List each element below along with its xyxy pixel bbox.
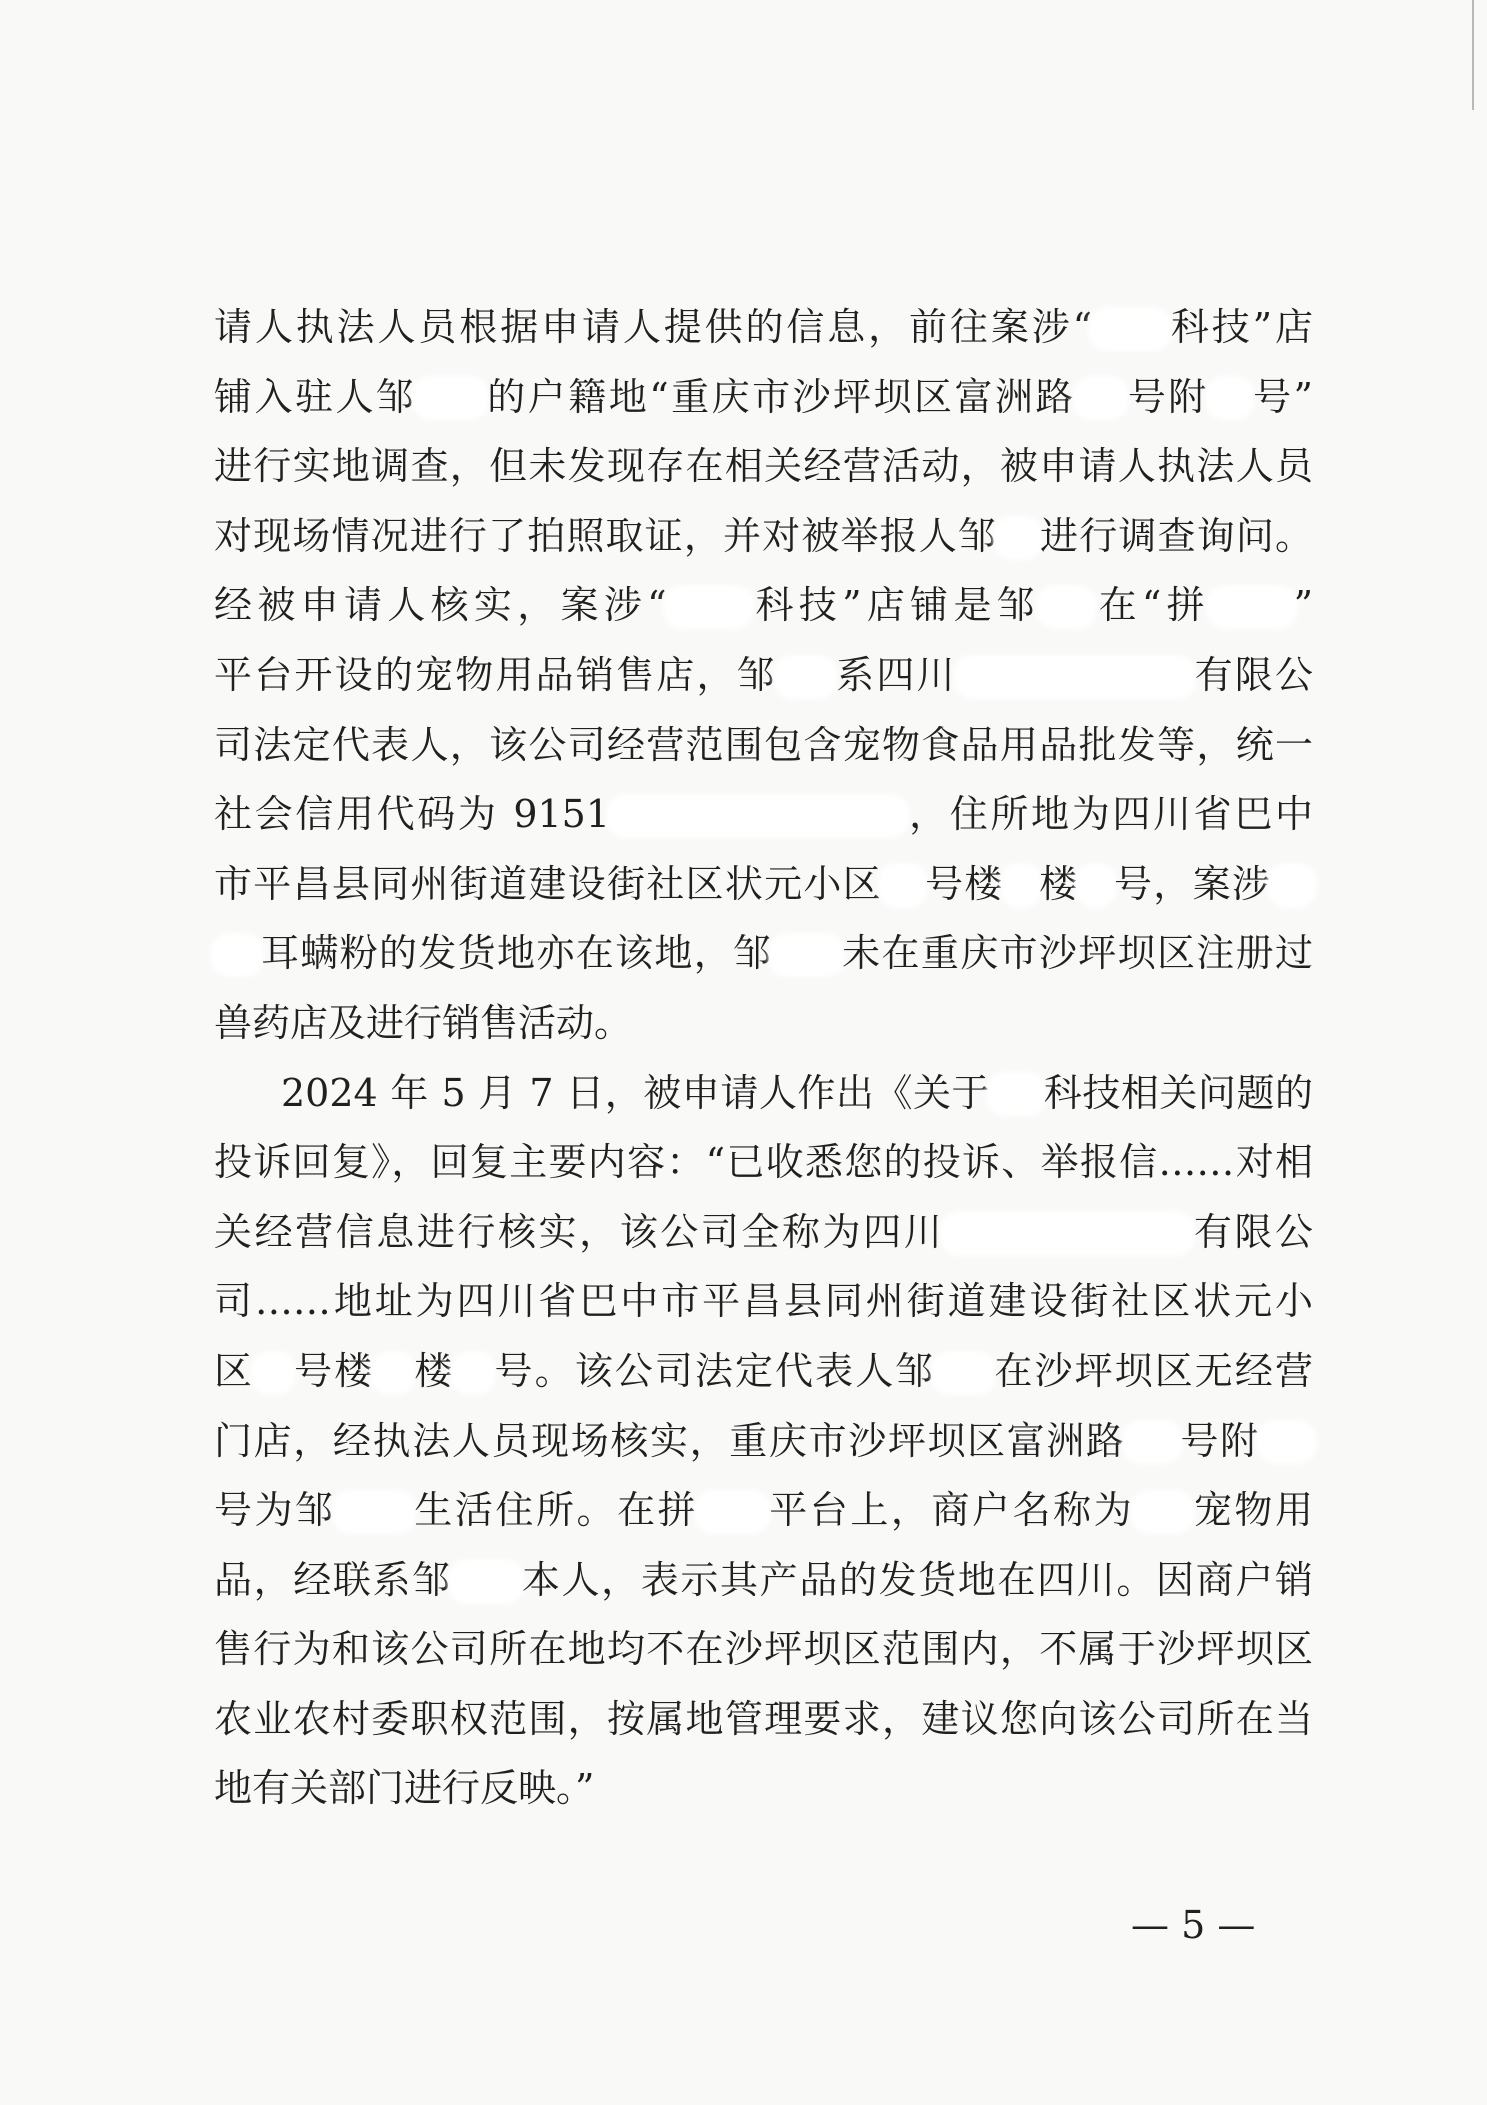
text-line [214,432,1313,502]
redaction-mark [777,659,834,695]
line-text: ，住所地为四川省巴中 [906,792,1313,837]
line-text: 平台上，商户名称为 [766,1488,1135,1533]
text-line [214,1337,1313,1407]
line-text: 科技”店 [1168,305,1313,349]
line-text: 经被申请人核实，案涉“ [214,583,667,628]
text-line [214,363,1313,433]
text-line [214,711,1313,781]
text-line [214,641,1313,711]
line-text: 对现场情况进行了拍照取证，并对被举报人邹 [214,513,998,558]
line-text: 进行调查询问。 [1038,513,1313,558]
redaction-mark [935,1355,992,1391]
line-text: 生活住所。在拼 [411,1488,699,1533]
line-text: 耳螨粉的发货地亦在该地，邹 [259,931,773,976]
redaction-mark [698,1494,766,1530]
redaction-mark [214,937,260,973]
body-text [214,293,1313,1824]
line-text: 在“拼 [1093,583,1210,628]
line-text: 科技相关问题的 [1043,1070,1313,1115]
line-text: 的户籍地“重庆市沙坪坝区富洲路 [484,374,1076,419]
line-text: 农业农村委职权范围，按属地管理要求，建议您向该公司所在当 [214,1696,1313,1741]
line-text: 区 [214,1348,255,1393]
line-text: 司法定代表人，该公司经营范围包含宠物食品用品批发等，统一 [214,722,1313,767]
text-line [214,1267,1313,1337]
text-line [214,1128,1313,1198]
line-text: 有限公 [1192,652,1313,697]
line-text: 号楼 [923,861,1004,906]
text-line [214,1059,1313,1129]
line-text: 号” [1250,374,1313,419]
line-text: 号，案涉 [1112,861,1272,906]
line-text: ” [1293,583,1313,628]
redaction-mark [944,1215,1191,1251]
redaction-mark [1092,311,1168,347]
redaction-mark [990,1076,1043,1112]
redaction-mark [1209,380,1251,416]
line-text: 楼 [412,1348,455,1393]
scan-edge-line [1472,0,1474,110]
text-line [214,502,1313,572]
line-text: 社会信用代码为 9151 [214,792,611,837]
text-line [214,571,1313,641]
redaction-mark [336,1494,412,1530]
text-line [214,1546,1313,1616]
line-text: 投诉回复》，回复主要内容：“已收悉您的投诉、举报信……对相 [214,1140,1313,1185]
line-text: 号楼 [292,1348,375,1393]
redaction-mark [374,1355,412,1391]
line-text: 2024 年 5 月 7 日，被申请人作出《关于 [281,1070,991,1115]
redaction-mark [1040,589,1093,625]
redaction-mark [1210,589,1294,625]
line-text: 关经营信息进行核实，该公司全称为四川 [214,1209,945,1254]
line-text: 科技”店铺是邹 [750,583,1041,628]
redaction-mark [1134,1494,1191,1530]
text-line [214,780,1313,850]
line-text: 请人执法人员根据申请人提供的信息，前往案涉“ [214,305,1093,349]
text-line [214,1198,1313,1268]
paragraph [214,1059,1313,1825]
line-text: 号附 [1125,374,1209,419]
redaction-mark [416,380,484,416]
line-text: 品，经联系邹 [214,1557,452,1602]
redaction-mark [1004,867,1038,903]
text-line [214,1476,1313,1546]
text-line [214,850,1313,920]
redaction-mark [882,867,924,903]
line-text: 号附 [1178,1418,1260,1463]
line-text: 售行为和该公司所在地均不在沙坪坝区范围内，不属于沙坪坝区 [214,1627,1313,1672]
line-text: 司……地址为四川省巴中市平昌县同州街道建设街社区状元小 [214,1279,1313,1324]
text-line [214,1754,1313,1824]
line-text: 门店，经执法人员现场核实，重庆市沙坪坝区富洲路 [214,1418,1126,1463]
line-text: 楼 [1037,861,1079,906]
line-text: 地有关部门进行反映。” [214,1766,595,1811]
redaction-mark [452,1563,520,1599]
text-line [214,1407,1313,1477]
text-line [214,919,1313,989]
redaction-mark [1271,867,1313,903]
line-text: 系四川 [833,652,957,697]
text-line [214,1685,1313,1755]
line-text: 未在重庆市沙坪坝区注册过 [840,931,1313,976]
line-text: 号为邹 [214,1488,336,1533]
redaction-mark [610,798,906,834]
line-text: 平台开设的宠物用品销售店，邹 [214,652,777,697]
line-text: 号。该公司法定代表人邹 [492,1348,936,1393]
line-text: 市平昌县同州街道建设街社区状元小区 [214,861,883,906]
paragraph [214,293,1313,1059]
line-text: 在沙坪坝区无经营 [992,1348,1313,1393]
text-line [214,1615,1313,1685]
redaction-mark [454,1355,492,1391]
redaction-mark [667,589,751,625]
redaction-mark [997,520,1039,556]
text-line [214,293,1313,363]
redaction-mark [254,1355,292,1391]
line-text: 本人，表示其产品的发货地在四川。因商户销 [520,1557,1313,1602]
line-text: 有限公 [1191,1209,1313,1254]
redaction-mark [1076,380,1125,416]
line-text: 铺入驻人邹 [214,374,417,419]
redaction-mark [1079,867,1113,903]
text-line [214,989,1313,1059]
redaction-mark [1260,1424,1313,1460]
redaction-mark [957,659,1193,695]
redaction-mark [772,937,840,973]
page-number: — 5 — [1131,1903,1256,1947]
redaction-mark [1126,1424,1179,1460]
line-text: 进行实地调查，但未发现存在相关经营活动，被申请人执法人员 [214,444,1313,489]
line-text: 宠物用 [1191,1488,1313,1533]
line-text: 兽药店及进行销售活动。 [214,1000,633,1045]
